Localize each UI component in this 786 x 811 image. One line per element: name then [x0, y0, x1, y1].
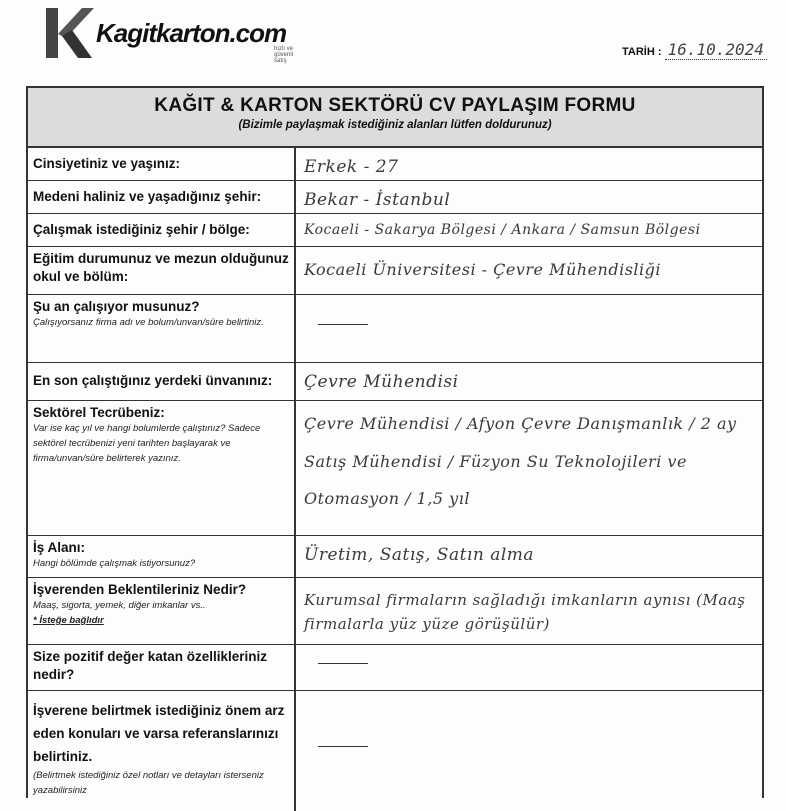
logo-k-icon: [42, 6, 94, 60]
form-row-marital-city: [28, 181, 762, 214]
form-row-expectations: [28, 578, 762, 645]
answer-field[interactable]: Çevre Mühendisi: [304, 372, 459, 392]
form-row-preferred-city: [28, 214, 762, 247]
form-row-sector-experience: [28, 401, 762, 536]
question-label: Çalışmak istediğiniz şehir / bölge:: [33, 222, 250, 237]
cv-form: [26, 86, 764, 798]
form-row-positive-traits: [28, 645, 762, 691]
question-label: Eğitim durumunuz ve mezun olduğunuz okul ve bölüm:: [33, 251, 289, 285]
form-subtitle: (Bizimle paylaşmak istediğiniz alanları lütfen doldurunuz): [238, 119, 552, 131]
question-hint: (Belirtmek istediğiniz özel notları ve detayları isterseniz yazabilirsiniz: [33, 769, 264, 796]
question-label: İş Alanı:: [33, 540, 86, 555]
question-hint: Hangi bölümde çalışmak istiyorsunuz?: [33, 558, 196, 570]
answer-field[interactable]: [296, 691, 762, 811]
question-label: İşverenden Beklentileriniz Nedir?: [33, 582, 247, 597]
answer-field[interactable]: [296, 645, 762, 690]
answer-field[interactable]: Bekar - İstanbul: [304, 190, 451, 210]
answer-field[interactable]: [296, 295, 762, 362]
form-row-notes-references: [28, 691, 762, 811]
answer-field[interactable]: Kocaeli - Sakarya Bölgesi / Ankara / Samsun Bölgesi: [304, 222, 701, 238]
empty-answer-dash: [318, 663, 368, 664]
brand-tagline: hızlı ve güvenli satış: [274, 46, 294, 64]
date-label: TARİH :: [622, 46, 662, 58]
answer-field[interactable]: Kurumsal firmaların sağladığı imkanların aynısı (Maaş firmalarla yüz yüze görüşülür): [304, 591, 746, 633]
answer-field[interactable]: Çevre Mühendisi / Afyon Çevre Danışmanlık / 2 ay Satış Mühendisi / Füzyon Su Teknolojileri ve Otomasyon / 1,5 yıl: [304, 414, 737, 509]
question-label: Size pozitif değer katan özellikleriniz nedir?: [33, 649, 268, 683]
empty-answer-dash: [318, 746, 368, 747]
question-hint: Var ise kaç yıl ve hangi bolumlerde çalıştınız? Sadece sektörel tecrübenizi yeni tarihten başlayarak ve firma/unvan/süre belirterek yazınız.: [33, 423, 261, 464]
date-value: 16.10.2024: [665, 40, 767, 60]
question-label: En son çalıştığınız yerdeki ünvanınız:: [33, 373, 273, 388]
form-row-gender-age: [28, 148, 762, 181]
question-label: Cinsiyetiniz ve yaşınız:: [33, 156, 181, 171]
question-label: Sektörel Tecrübeniz:: [33, 405, 165, 420]
question-hint: Çalışıyorsanız firma adı ve bolum/unvan/süre belirtiniz.: [33, 317, 264, 329]
date-field: [622, 40, 767, 59]
answer-field[interactable]: Üretim, Satış, Satın alma: [304, 545, 535, 565]
question-label: Medeni haliniz ve yaşadığınız şehir:: [33, 189, 262, 204]
optional-note: * İsteğe bağlıdır: [33, 614, 104, 626]
brand-logo: [42, 6, 302, 66]
brand-name: Kagitkarton.com: [96, 18, 287, 48]
form-header: [28, 88, 762, 148]
question-label: Şu an çalışıyor musunuz?: [33, 299, 200, 314]
form-row-education: [28, 247, 762, 295]
form-row-last-title: [28, 363, 762, 401]
question-hint: Maaş, sigorta, yemek, diğer imkanlar vs..: [33, 600, 206, 612]
question-label: İşverene belirtmek istediğiniz önem arz eden konuları ve varsa referanslarınızı belirtiniz.: [33, 703, 285, 764]
form-row-current-job: [28, 295, 762, 363]
form-row-work-area: [28, 536, 762, 578]
empty-answer-dash: [318, 324, 368, 325]
form-title: KAĞIT & KARTON SEKTÖRÜ CV PAYLAŞIM FORMU: [154, 95, 636, 116]
answer-field[interactable]: Kocaeli Üniversitesi - Çevre Mühendisliği: [304, 260, 662, 279]
answer-field[interactable]: Erkek - 27: [304, 157, 399, 177]
